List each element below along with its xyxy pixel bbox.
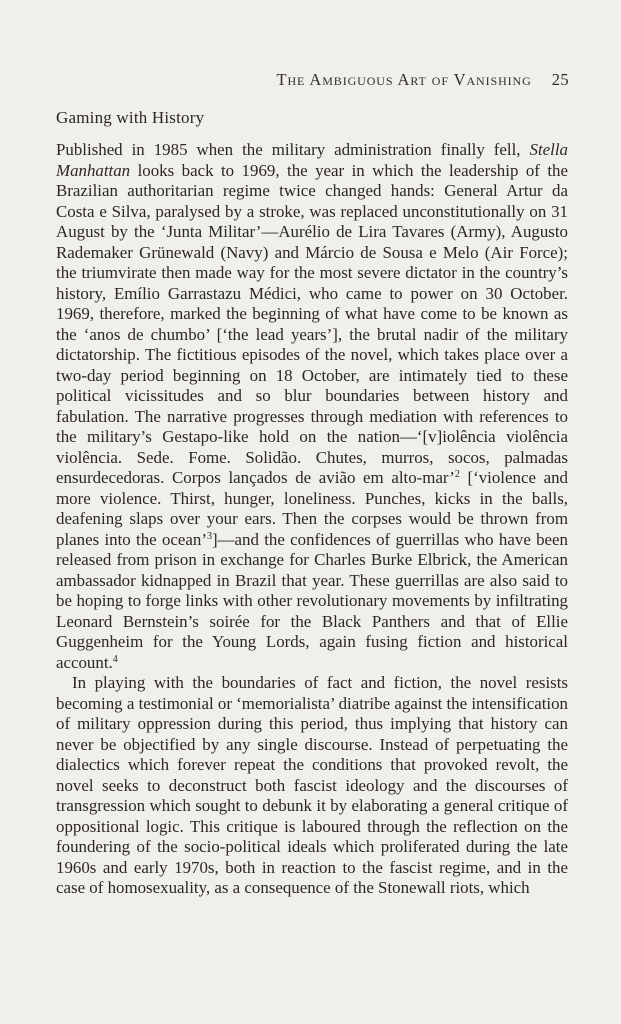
text-run: looks back to 1969, the year in which the leadership of the Brazilian authoritarian regime twice changed hands: General Artur da Costa e Silva, paralysed by a stroke, was replaced unconstitutionally on 31 August by the ‘Junta Militar’—Aurélio de Lira Tavares (Army), Augusto Rademaker Grünewald (Navy) and Márcio de Sousa e Melo (Air Force); the triumvirate then made way for the most severe dictator in the country’s history, Emílio Garrastazu Médici, who came to power on 30 October. 1969, therefore, marked the beginning of what have come to be known as the ‘anos de chumbo’ [‘the lead years’], the brutal nadir of the military dictatorship. The fictitious episodes of the novel, which takes place over a two-day period beginning on 18 October, are intimately tied to these political vicissitudes and so blur boundaries between history and fabulation. The narrative progresses through mediation with references to the military’s Gestapo-like hold on the nation—‘[v]iolência violência violência. Sede. Fome. Solidão. Chutes, murros, socos, palmadas ensurdecedoras. Corpos lançados de avião em alto-mar’ [56,160,568,487]
running-head [277,70,569,90]
text-run: Published in 1985 when the military administration finally fell, [56,140,530,159]
page-number: 25 [551,70,569,89]
paragraph [56,140,568,673]
footnote-marker: 3 [206,530,212,542]
footnote-marker: 2 [454,469,460,480]
footnote-marker: 4 [112,653,118,665]
text-run: ]—and the confidences of guerrillas who have been released from prison in exchange for Charles Burke Elbrick, the American ambassador kidnapped in Brazil that year. These guerrillas are also said to be hoping to forge links with other revolutionary movements by infiltrating Leonard Bernstein’s soirée for the Black Panthers and that of Ellie Guggenheim for the Young Lords, again fusing fiction and historical account. [56,529,568,672]
text-run: In playing with the boundaries of fact and fiction, the novel resists becoming a testimonial or ‘memorialista’ diatribe against the intensification of military oppression during this period, thus implying that history can never be objectified by any single discourse. Instead of perpetuating the dialectics which forever repeat the conditions that provoked revolt, the novel seeks to deconstruct both fascist ideology and the discourses of transgression which sought to debunk it by elaborating a general critique of oppositional logic. This critique is laboured through the reflection on the foundering of the socio-political ideals which proliferated during the late 1960s and early 1970s, both in reaction to the fascist regime, and in the case of homosexuality, as a consequence of the Stonewall riots, which [56,673,568,897]
text-run: [‘violence and more violence. Thirst, hunger, loneliness. Punches, kicks in the balls, deafening slaps over your ears. Then the corpses would be thrown from planes into the ocean’ [56,468,568,549]
body-text [56,140,568,899]
paragraph [56,673,568,899]
italic-title: Stella Manhattan [56,140,568,180]
running-head-title: The Ambiguous Art of Vanishing [276,70,532,89]
section-heading: Gaming with History [56,108,205,127]
